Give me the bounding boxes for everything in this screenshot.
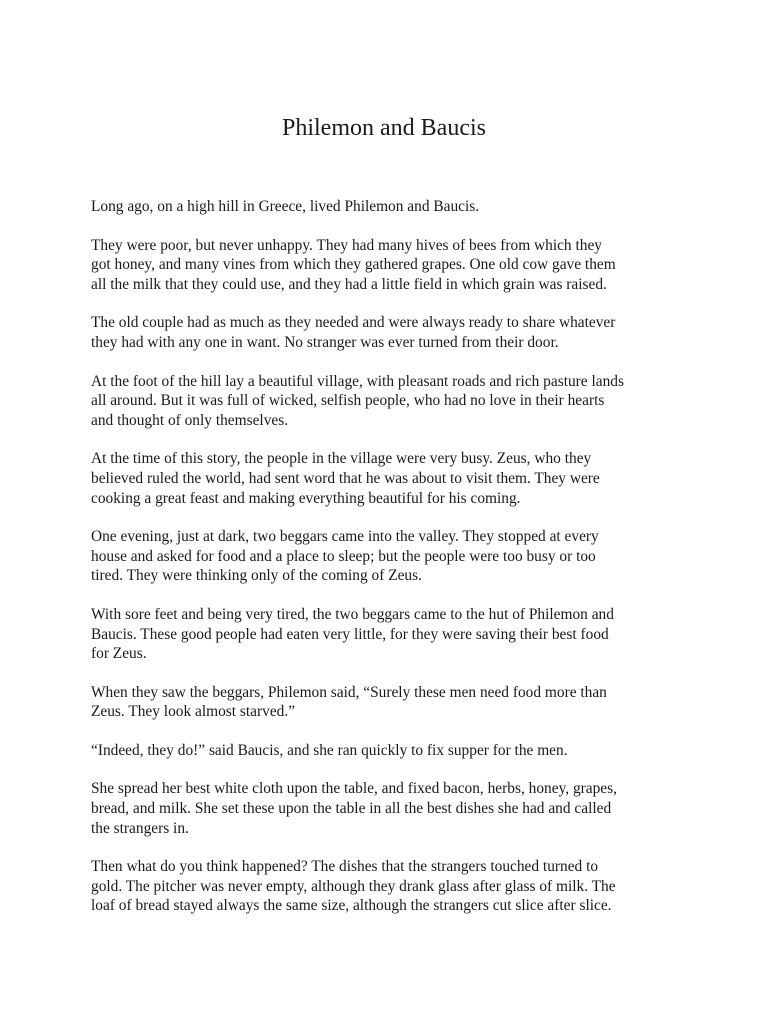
paragraph-1: Long ago, on a high hill in Greece, lived Philemon and Baucis. [91,198,480,215]
paragraph-11: Then what do you think happened? The dishes that the strangers touched turned to gold. The pitcher was never empty, although they drank glass after glass of milk. The loaf of bread stayed always the same size, although the strangers cut slice after slice. [91,858,616,915]
paragraph-4: At the foot of the hill lay a beautiful village, with pleasant roads and rich pasture lands all around. But it was full of wicked, selfish people, who had no love in their hearts and thought of only themselves. [91,372,624,429]
paragraph-6: One evening, just at dark, two beggars came into the valley. They stopped at every house and asked for food and a place to sleep; but the people were too busy or too tired. They were thinking only of the coming of Zeus. [91,528,599,585]
paragraph-5: At the time of this story, the people in the village were very busy. Zeus, who they believed ruled the world, had sent word that he was about to visit them. They were cooking a great feast and making everything beautiful for his coming. [91,450,600,507]
page-title: Philemon and Baucis [282,115,486,141]
document-body [91,197,681,935]
paragraph-3: The old couple had as much as they needed and were always ready to share whatever they had with any one in want. No stranger was ever turned from their door. [91,314,616,351]
paragraph-8: When they saw the beggars, Philemon said, “Surely these men need food more than Zeus. They look almost starved.” [91,683,607,721]
paragraph-10: She spread her best white cloth upon the table, and fixed bacon, herbs, honey, grapes, bread, and milk. She set these upon the table in all the best dishes she had and called the strangers in. [91,780,617,837]
paragraph-2: They were poor, but never unhappy. They had many hives of bees from which they got honey, and many vines from which they gathered grapes. One old cow gave them all the milk that they could use, and they had a little field in which grain was raised. [91,236,616,293]
paragraph-7: With sore feet and being very tired, the two beggars came to the hut of Philemon and Baucis. These good people had eaten very little, for they were saving their best food for Zeus. [91,605,614,663]
paragraph-9: “Indeed, they do!” said Baucis, and she ran quickly to fix supper for the men. [91,741,568,759]
